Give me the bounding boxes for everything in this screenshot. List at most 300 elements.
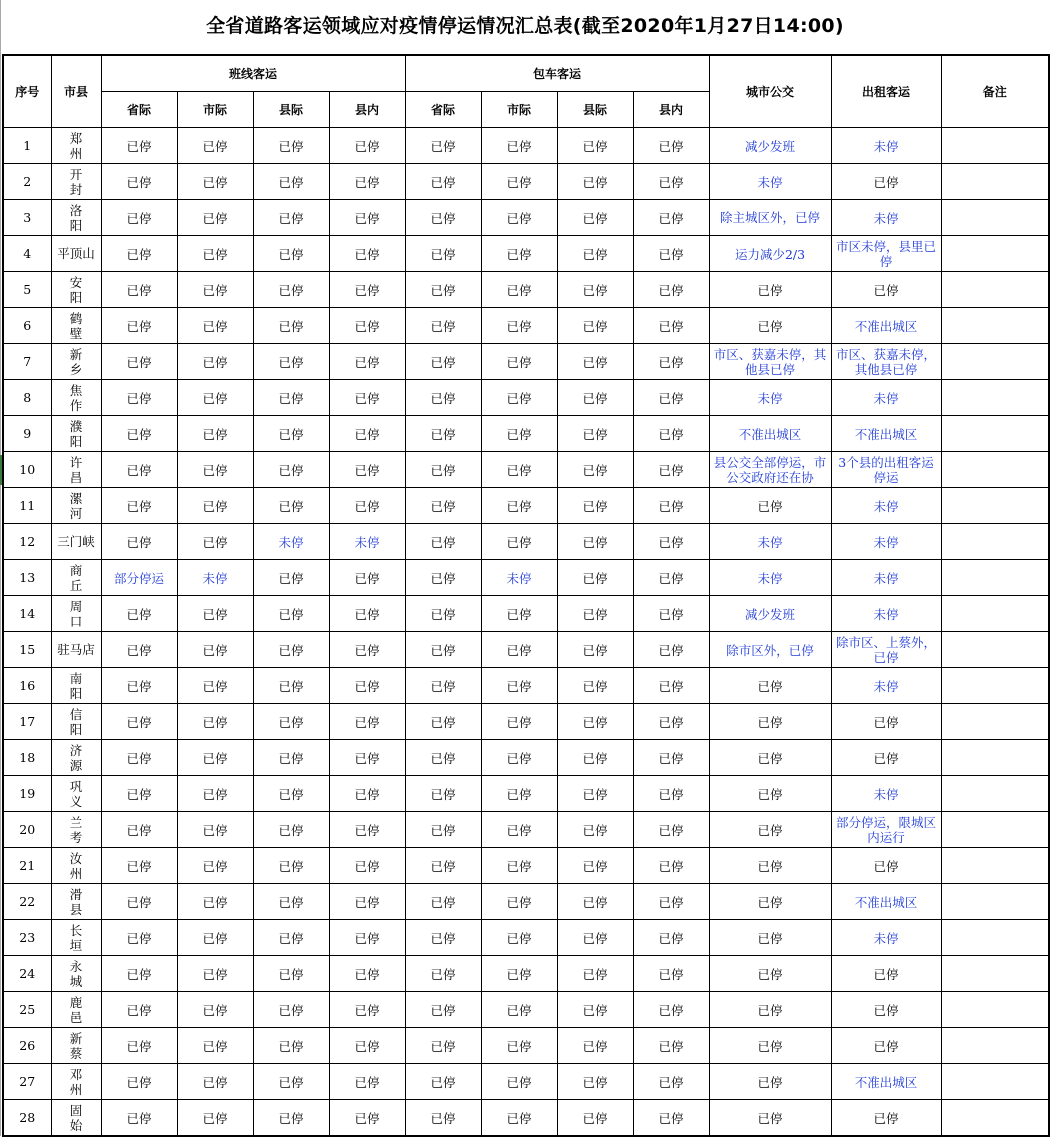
row-number[interactable]: 5 [3,272,51,308]
charter-cell[interactable]: 已停 [481,416,557,452]
charter-cell[interactable]: 已停 [481,452,557,488]
row-number[interactable]: 27 [3,1064,51,1100]
charter-cell[interactable]: 已停 [633,560,709,596]
charter-cell[interactable]: 已停 [633,380,709,416]
charter-cell[interactable]: 已停 [557,128,633,164]
line-cell[interactable]: 已停 [101,740,177,776]
taxi-cell[interactable]: 未停 [831,776,941,812]
row-city[interactable]: 濮 阳 [51,416,101,452]
charter-cell[interactable]: 已停 [557,920,633,956]
line-cell[interactable]: 已停 [101,164,177,200]
taxi-cell[interactable]: 不准出城区 [831,308,941,344]
line-cell[interactable]: 已停 [101,884,177,920]
line-cell[interactable]: 已停 [101,992,177,1028]
line-cell[interactable]: 已停 [177,956,253,992]
line-cell[interactable]: 已停 [329,1100,405,1137]
line-cell[interactable]: 已停 [253,668,329,704]
row-number[interactable]: 8 [3,380,51,416]
charter-cell[interactable]: 已停 [633,164,709,200]
line-cell[interactable]: 已停 [329,776,405,812]
row-number[interactable]: 13 [3,560,51,596]
line-cell[interactable]: 已停 [253,956,329,992]
header-line-provincial[interactable]: 省际 [101,92,177,128]
row-number[interactable]: 9 [3,416,51,452]
row-city[interactable]: 漯 河 [51,488,101,524]
line-cell[interactable]: 已停 [329,884,405,920]
line-cell[interactable]: 已停 [101,236,177,272]
line-cell[interactable]: 已停 [177,596,253,632]
charter-cell[interactable]: 已停 [557,740,633,776]
bus-cell[interactable]: 已停 [709,488,831,524]
charter-cell[interactable]: 已停 [557,488,633,524]
taxi-cell[interactable]: 未停 [831,200,941,236]
header-line-intercity[interactable]: 市际 [177,92,253,128]
charter-cell[interactable]: 已停 [481,236,557,272]
charter-cell[interactable]: 已停 [633,992,709,1028]
line-cell[interactable]: 已停 [253,1100,329,1137]
charter-cell[interactable]: 已停 [557,848,633,884]
line-cell[interactable]: 已停 [101,416,177,452]
line-cell[interactable]: 已停 [253,416,329,452]
header-seq[interactable]: 序号 [3,55,51,128]
charter-cell[interactable]: 已停 [633,812,709,848]
header-group-line[interactable]: 班线客运 [101,55,405,92]
taxi-cell[interactable]: 已停 [831,992,941,1028]
line-cell[interactable]: 已停 [177,668,253,704]
taxi-cell[interactable]: 已停 [831,272,941,308]
taxi-cell[interactable]: 已停 [831,164,941,200]
row-number[interactable]: 7 [3,344,51,380]
charter-cell[interactable]: 已停 [405,1064,481,1100]
charter-cell[interactable]: 已停 [557,1064,633,1100]
charter-cell[interactable]: 已停 [633,740,709,776]
charter-cell[interactable]: 已停 [481,848,557,884]
row-number[interactable]: 1 [3,128,51,164]
line-cell[interactable]: 已停 [101,812,177,848]
charter-cell[interactable]: 已停 [557,992,633,1028]
line-cell[interactable]: 未停 [253,524,329,560]
row-number[interactable]: 6 [3,308,51,344]
charter-cell[interactable]: 已停 [557,1100,633,1137]
line-cell[interactable]: 已停 [329,1028,405,1064]
charter-cell[interactable]: 已停 [405,200,481,236]
row-city[interactable]: 三门峡 [51,524,101,560]
charter-cell[interactable]: 已停 [633,488,709,524]
row-number[interactable]: 25 [3,992,51,1028]
charter-cell[interactable]: 已停 [405,272,481,308]
line-cell[interactable]: 已停 [177,452,253,488]
bus-cell[interactable]: 不准出城区 [709,416,831,452]
line-cell[interactable]: 已停 [177,344,253,380]
taxi-cell[interactable]: 已停 [831,704,941,740]
line-cell[interactable]: 已停 [329,272,405,308]
bus-cell[interactable]: 已停 [709,992,831,1028]
row-number[interactable]: 23 [3,920,51,956]
charter-cell[interactable]: 已停 [405,560,481,596]
charter-cell[interactable]: 已停 [633,272,709,308]
charter-cell[interactable]: 已停 [405,956,481,992]
row-number[interactable]: 28 [3,1100,51,1137]
taxi-cell[interactable]: 未停 [831,560,941,596]
taxi-cell[interactable]: 已停 [831,848,941,884]
charter-cell[interactable]: 已停 [557,560,633,596]
line-cell[interactable]: 已停 [329,848,405,884]
remark-cell[interactable] [941,992,1049,1028]
line-cell[interactable]: 已停 [253,1064,329,1100]
line-cell[interactable]: 已停 [101,956,177,992]
charter-cell[interactable]: 已停 [557,956,633,992]
row-city[interactable]: 商 丘 [51,560,101,596]
remark-cell[interactable] [941,452,1049,488]
charter-cell[interactable]: 已停 [557,200,633,236]
line-cell[interactable]: 已停 [253,704,329,740]
charter-cell[interactable]: 已停 [633,704,709,740]
remark-cell[interactable] [941,128,1049,164]
line-cell[interactable]: 已停 [253,488,329,524]
line-cell[interactable]: 已停 [253,992,329,1028]
line-cell[interactable]: 已停 [101,128,177,164]
header-group-charter[interactable]: 包车客运 [405,55,709,92]
charter-cell[interactable]: 已停 [481,488,557,524]
line-cell[interactable]: 已停 [329,1064,405,1100]
row-city[interactable]: 平顶山 [51,236,101,272]
row-city[interactable]: 信 阳 [51,704,101,740]
charter-cell[interactable]: 已停 [481,596,557,632]
remark-cell[interactable] [941,848,1049,884]
charter-cell[interactable]: 已停 [405,524,481,560]
row-number[interactable]: 2 [3,164,51,200]
row-number[interactable]: 17 [3,704,51,740]
charter-cell[interactable]: 已停 [481,956,557,992]
row-city[interactable]: 安 阳 [51,272,101,308]
header-charter-intercity[interactable]: 市际 [481,92,557,128]
remark-cell[interactable] [941,1064,1049,1100]
charter-cell[interactable]: 已停 [557,1028,633,1064]
line-cell[interactable]: 已停 [329,740,405,776]
charter-cell[interactable]: 已停 [633,668,709,704]
taxi-cell[interactable]: 市区、获嘉未停，其他县已停 [831,344,941,380]
bus-cell[interactable]: 已停 [709,1028,831,1064]
charter-cell[interactable]: 已停 [557,452,633,488]
remark-cell[interactable] [941,308,1049,344]
remark-cell[interactable] [941,776,1049,812]
line-cell[interactable]: 已停 [329,992,405,1028]
row-number[interactable]: 16 [3,668,51,704]
charter-cell[interactable]: 已停 [405,308,481,344]
remark-cell[interactable] [941,884,1049,920]
line-cell[interactable]: 已停 [329,488,405,524]
charter-cell[interactable]: 已停 [405,812,481,848]
charter-cell[interactable]: 已停 [481,128,557,164]
charter-cell[interactable]: 未停 [481,560,557,596]
remark-cell[interactable] [941,704,1049,740]
charter-cell[interactable]: 已停 [557,416,633,452]
taxi-cell[interactable]: 不准出城区 [831,884,941,920]
line-cell[interactable]: 已停 [177,920,253,956]
taxi-cell[interactable]: 市区未停，县里已停 [831,236,941,272]
taxi-cell[interactable]: 已停 [831,1028,941,1064]
remark-cell[interactable] [941,236,1049,272]
taxi-cell[interactable]: 已停 [831,956,941,992]
line-cell[interactable]: 已停 [177,308,253,344]
row-number[interactable]: 14 [3,596,51,632]
charter-cell[interactable]: 已停 [481,380,557,416]
row-city[interactable]: 鹿 邑 [51,992,101,1028]
taxi-cell[interactable]: 未停 [831,596,941,632]
line-cell[interactable]: 已停 [101,452,177,488]
charter-cell[interactable]: 已停 [405,992,481,1028]
row-city[interactable]: 洛 阳 [51,200,101,236]
charter-cell[interactable]: 已停 [633,920,709,956]
charter-cell[interactable]: 已停 [633,848,709,884]
charter-cell[interactable]: 已停 [557,776,633,812]
remark-cell[interactable] [941,560,1049,596]
charter-cell[interactable]: 已停 [481,740,557,776]
charter-cell[interactable]: 已停 [481,884,557,920]
line-cell[interactable]: 已停 [177,992,253,1028]
charter-cell[interactable]: 已停 [405,704,481,740]
bus-cell[interactable]: 已停 [709,776,831,812]
taxi-cell[interactable]: 除市区、上蔡外，已停 [831,632,941,668]
header-city[interactable]: 市县 [51,55,101,128]
bus-cell[interactable]: 未停 [709,524,831,560]
line-cell[interactable]: 已停 [101,380,177,416]
charter-cell[interactable]: 已停 [633,308,709,344]
row-city[interactable]: 鹤 壁 [51,308,101,344]
line-cell[interactable]: 已停 [177,1100,253,1137]
line-cell[interactable]: 已停 [177,236,253,272]
charter-cell[interactable]: 已停 [481,1100,557,1137]
line-cell[interactable]: 已停 [329,668,405,704]
remark-cell[interactable] [941,524,1049,560]
remark-cell[interactable] [941,200,1049,236]
row-number[interactable]: 21 [3,848,51,884]
line-cell[interactable]: 已停 [329,596,405,632]
line-cell[interactable]: 已停 [177,884,253,920]
row-number[interactable]: 3 [3,200,51,236]
charter-cell[interactable]: 已停 [481,668,557,704]
bus-cell[interactable]: 已停 [709,740,831,776]
line-cell[interactable]: 已停 [329,200,405,236]
line-cell[interactable]: 未停 [177,560,253,596]
line-cell[interactable]: 已停 [101,1064,177,1100]
charter-cell[interactable]: 已停 [481,1028,557,1064]
charter-cell[interactable]: 已停 [481,524,557,560]
bus-cell[interactable]: 已停 [709,956,831,992]
line-cell[interactable]: 已停 [177,416,253,452]
charter-cell[interactable]: 已停 [557,812,633,848]
line-cell[interactable]: 已停 [253,128,329,164]
charter-cell[interactable]: 已停 [633,1064,709,1100]
line-cell[interactable]: 已停 [253,1028,329,1064]
charter-cell[interactable]: 已停 [405,596,481,632]
header-line-incounty[interactable]: 县内 [329,92,405,128]
row-city[interactable]: 新 乡 [51,344,101,380]
row-city[interactable]: 滑 县 [51,884,101,920]
line-cell[interactable]: 已停 [253,560,329,596]
line-cell[interactable]: 已停 [253,344,329,380]
bus-cell[interactable]: 已停 [709,1100,831,1137]
row-city[interactable]: 许 昌 [51,452,101,488]
charter-cell[interactable]: 已停 [405,380,481,416]
bus-cell[interactable]: 已停 [709,1064,831,1100]
bus-cell[interactable]: 已停 [709,884,831,920]
charter-cell[interactable]: 已停 [481,632,557,668]
line-cell[interactable]: 未停 [329,524,405,560]
charter-cell[interactable]: 已停 [405,128,481,164]
charter-cell[interactable]: 已停 [481,812,557,848]
charter-cell[interactable]: 已停 [557,272,633,308]
charter-cell[interactable]: 已停 [557,164,633,200]
header-charter-incounty[interactable]: 县内 [633,92,709,128]
header-remark[interactable]: 备注 [941,55,1049,128]
line-cell[interactable]: 已停 [177,740,253,776]
line-cell[interactable]: 已停 [177,776,253,812]
line-cell[interactable]: 已停 [101,596,177,632]
charter-cell[interactable]: 已停 [405,164,481,200]
charter-cell[interactable]: 已停 [633,452,709,488]
taxi-cell[interactable]: 已停 [831,1100,941,1137]
line-cell[interactable]: 已停 [329,452,405,488]
charter-cell[interactable]: 已停 [481,704,557,740]
line-cell[interactable]: 已停 [101,200,177,236]
remark-cell[interactable] [941,272,1049,308]
row-number[interactable]: 18 [3,740,51,776]
row-city[interactable]: 汝 州 [51,848,101,884]
line-cell[interactable]: 已停 [329,632,405,668]
charter-cell[interactable]: 已停 [405,416,481,452]
line-cell[interactable]: 已停 [253,308,329,344]
line-cell[interactable]: 已停 [329,308,405,344]
charter-cell[interactable]: 已停 [405,452,481,488]
line-cell[interactable]: 已停 [329,380,405,416]
charter-cell[interactable]: 已停 [405,1100,481,1137]
remark-cell[interactable] [941,380,1049,416]
charter-cell[interactable]: 已停 [633,596,709,632]
charter-cell[interactable]: 已停 [481,920,557,956]
remark-cell[interactable] [941,920,1049,956]
bus-cell[interactable]: 未停 [709,380,831,416]
taxi-cell[interactable]: 部分停运，限城区内运行 [831,812,941,848]
taxi-cell[interactable]: 3个县的出租客运停运 [831,452,941,488]
remark-cell[interactable] [941,1028,1049,1064]
bus-cell[interactable]: 已停 [709,272,831,308]
header-line-intercounty[interactable]: 县际 [253,92,329,128]
bus-cell[interactable]: 已停 [709,308,831,344]
taxi-cell[interactable]: 未停 [831,668,941,704]
charter-cell[interactable]: 已停 [405,884,481,920]
line-cell[interactable]: 已停 [253,236,329,272]
charter-cell[interactable]: 已停 [405,920,481,956]
remark-cell[interactable] [941,164,1049,200]
row-number[interactable]: 26 [3,1028,51,1064]
row-number[interactable]: 4 [3,236,51,272]
line-cell[interactable]: 已停 [101,344,177,380]
charter-cell[interactable]: 已停 [481,272,557,308]
charter-cell[interactable]: 已停 [633,128,709,164]
row-city[interactable]: 开 封 [51,164,101,200]
charter-cell[interactable]: 已停 [405,668,481,704]
remark-cell[interactable] [941,740,1049,776]
row-city[interactable]: 永 城 [51,956,101,992]
line-cell[interactable]: 已停 [329,956,405,992]
line-cell[interactable]: 已停 [177,704,253,740]
line-cell[interactable]: 已停 [253,884,329,920]
line-cell[interactable]: 已停 [329,920,405,956]
bus-cell[interactable]: 未停 [709,164,831,200]
line-cell[interactable]: 已停 [253,452,329,488]
remark-cell[interactable] [941,956,1049,992]
row-number[interactable]: 20 [3,812,51,848]
bus-cell[interactable]: 县公交全部停运，市公交政府还在协 [709,452,831,488]
line-cell[interactable]: 已停 [177,164,253,200]
line-cell[interactable]: 已停 [329,812,405,848]
line-cell[interactable]: 已停 [253,632,329,668]
line-cell[interactable]: 已停 [329,236,405,272]
charter-cell[interactable]: 已停 [557,884,633,920]
line-cell[interactable]: 已停 [253,380,329,416]
taxi-cell[interactable]: 未停 [831,920,941,956]
line-cell[interactable]: 部分停运 [101,560,177,596]
charter-cell[interactable]: 已停 [405,1028,481,1064]
line-cell[interactable]: 已停 [177,524,253,560]
bus-cell[interactable]: 市区、获嘉未停，其他县已停 [709,344,831,380]
row-number[interactable]: 15 [3,632,51,668]
row-city[interactable]: 济 源 [51,740,101,776]
charter-cell[interactable]: 已停 [633,200,709,236]
charter-cell[interactable]: 已停 [405,776,481,812]
line-cell[interactable]: 已停 [177,632,253,668]
row-city[interactable]: 郑 州 [51,128,101,164]
charter-cell[interactable]: 已停 [405,488,481,524]
line-cell[interactable]: 已停 [101,920,177,956]
row-number[interactable]: 10 [3,452,51,488]
remark-cell[interactable] [941,1100,1049,1137]
charter-cell[interactable]: 已停 [557,308,633,344]
line-cell[interactable]: 已停 [101,308,177,344]
line-cell[interactable]: 已停 [101,524,177,560]
charter-cell[interactable]: 已停 [633,524,709,560]
charter-cell[interactable]: 已停 [405,344,481,380]
charter-cell[interactable]: 已停 [633,632,709,668]
row-city[interactable]: 长 垣 [51,920,101,956]
bus-cell[interactable]: 已停 [709,920,831,956]
line-cell[interactable]: 已停 [101,776,177,812]
remark-cell[interactable] [941,632,1049,668]
line-cell[interactable]: 已停 [101,1028,177,1064]
row-city[interactable]: 巩 义 [51,776,101,812]
taxi-cell[interactable]: 不准出城区 [831,1064,941,1100]
charter-cell[interactable]: 已停 [633,344,709,380]
charter-cell[interactable]: 已停 [481,992,557,1028]
bus-cell[interactable]: 减少发班 [709,596,831,632]
bus-cell[interactable]: 减少发班 [709,128,831,164]
line-cell[interactable]: 已停 [177,272,253,308]
bus-cell[interactable]: 已停 [709,812,831,848]
charter-cell[interactable]: 已停 [557,380,633,416]
line-cell[interactable]: 已停 [253,164,329,200]
line-cell[interactable]: 已停 [253,812,329,848]
charter-cell[interactable]: 已停 [481,776,557,812]
taxi-cell[interactable]: 未停 [831,524,941,560]
charter-cell[interactable]: 已停 [633,1028,709,1064]
charter-cell[interactable]: 已停 [557,524,633,560]
line-cell[interactable]: 已停 [329,128,405,164]
line-cell[interactable]: 已停 [253,920,329,956]
charter-cell[interactable]: 已停 [557,236,633,272]
row-number[interactable]: 19 [3,776,51,812]
row-number[interactable]: 22 [3,884,51,920]
